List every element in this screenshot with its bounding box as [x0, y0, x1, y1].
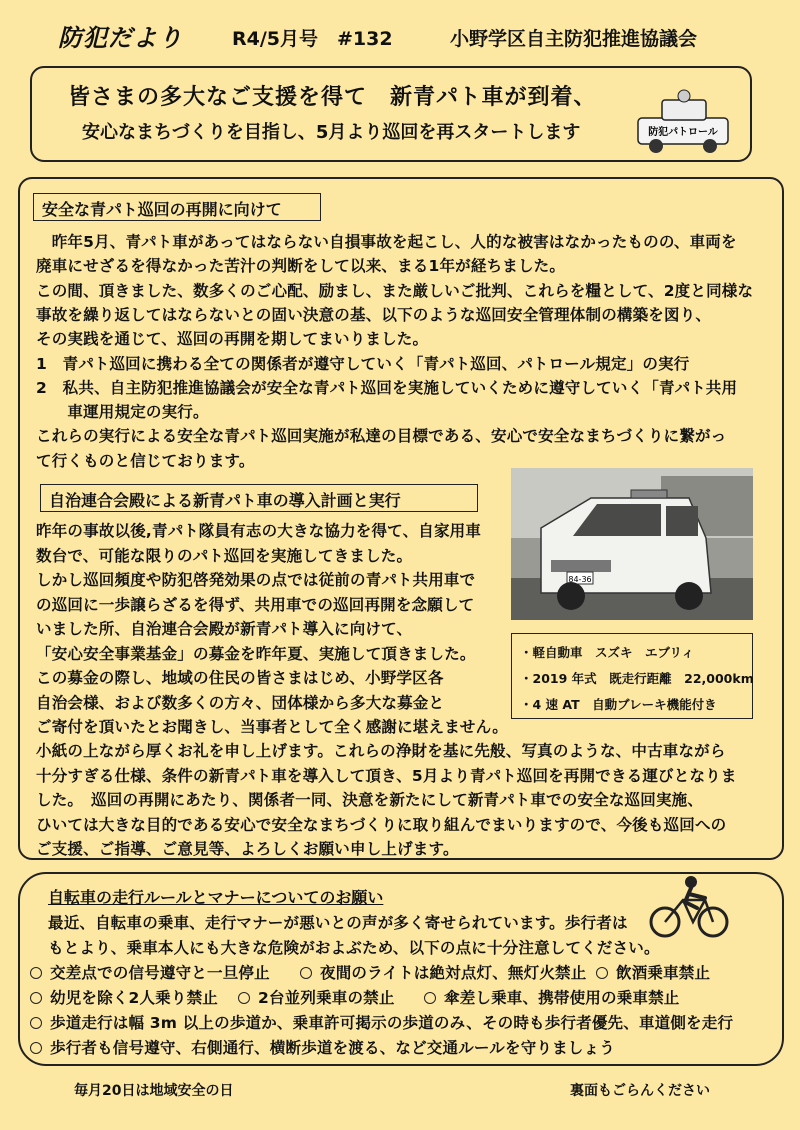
- bullet-circle-icon: [424, 992, 436, 1004]
- body-text-line: 昨年の事故以後,青パト隊員有志の大きな協力を得て、自家用車: [36, 522, 482, 540]
- rule-item: 歩行者も信号遵守、右側通行、横断歩道を渡る、など交通ルールを守りましょう: [30, 1036, 615, 1058]
- body-text-line: 2 私共、自主防犯推進協議会が安全な青パト巡回を実施していくために遵守していく「青パト共用: [36, 378, 738, 397]
- body-text-line: 数台で、可能な限りのパト巡回を実施してきました。: [36, 546, 413, 565]
- body-text-line: 小紙の上ながら厚くお礼を申し上げます。これらの浄財を基に先般、写真のような、中古車ながら: [36, 742, 726, 760]
- spec-item: ・軽自動車 スズキ エブリィ: [520, 645, 695, 660]
- footer-safety-day: 毎月20日は地域安全の日: [74, 1083, 234, 1099]
- body-text-line: ご寄付を頂いたとお聞きし、当事者として全く感謝に堪えません。: [36, 718, 508, 736]
- body-text-line: 昨年5月、青パト車があってはならない自損事故を起こし、人的な被害はなかったものの、車両を: [36, 233, 737, 251]
- issue-number: R4/5月号 #132: [232, 28, 393, 50]
- body-text-line: 「安心安全事業基金」の募金を昨年夏、実施して頂きました。: [36, 644, 476, 663]
- bullet-circle-icon: [238, 992, 250, 1004]
- body-text-line: 事故を繰り返してはならないとの固い決意の基、以下のような巡回安全管理体制の構築を図り、: [36, 305, 712, 324]
- bullet-circle-icon: [30, 1042, 42, 1054]
- body-text-line: その実践を通じて、巡回の再開を期してまいりました。: [36, 330, 429, 349]
- bullet-circle-icon: [30, 992, 42, 1004]
- body-text-line: これらの実行による安全な青パト巡回実施が私達の目標である、安心で安全なまちづくりに繋がっ: [36, 427, 727, 446]
- spec-item: ・4 速 AT 自動ブレーキ機能付き: [520, 697, 717, 712]
- bullet-circle-icon: [30, 967, 42, 979]
- bicycle-intro-line: もとより、乗車本人にも大きな危険がおよぶため、以下の点に十分注意してください。: [48, 939, 660, 957]
- body-text-line: の巡回に一歩譲らざるを得ず、共用車での巡回再開を念願して: [36, 595, 475, 614]
- organization-name: 小野学区自主防犯推進協議会: [450, 28, 698, 50]
- cyclist-icon: [645, 874, 735, 940]
- rule-item: 2台並列乗車の禁止: [238, 986, 395, 1008]
- body-text-line: 1 青パト巡回に携わる全ての関係者が遵守していく「青パト巡回、パトロール規定」の実行: [36, 354, 690, 373]
- rule-item: 歩道走行は幅 3m 以上の歩道か、乗車許可掲示の歩道のみ、その時も歩行者優先、車道側を走行: [30, 1011, 733, 1033]
- rule-item: 傘差し乗車、携帯使用の乗車禁止: [424, 986, 680, 1008]
- patrol-car-icon: [634, 88, 734, 154]
- car-sign-text: 防犯パトロール: [648, 127, 718, 138]
- body-text-line: いました所、自治連合会殿が新青パト導入に向けて、: [36, 620, 413, 638]
- body-text-line: しかし巡回頻度や防犯啓発効果の点では従前の青パト共用車で: [36, 571, 476, 589]
- rule-item: 夜間のライトは絶対点灯、無灯火禁止: [300, 961, 586, 983]
- rule-item: 飲酒乗車禁止: [596, 961, 710, 983]
- body-text-line: 十分すぎる仕様、条件の新青パト車を導入して頂き、5月より青パト巡回を再開できる運びとなりま: [36, 766, 737, 785]
- body-text-line: 廃車にせざるを得なかった苦汁の判断をして以来、まる1年が経ちました。: [36, 257, 566, 276]
- license-plate: 84-36: [568, 575, 592, 584]
- body-text-line: ご支援、ご指導、ご意見等、よろしくお願い申し上げます。: [36, 840, 459, 858]
- section1-title: 安全な青パト巡回の再開に向けて: [33, 193, 321, 221]
- bicycle-rules-title: 自転車の走行ルールとマナーについてのお願い: [48, 888, 384, 907]
- bicycle-intro-line: 最近、自転車の乗車、走行マナーが悪いとの声が多く寄せられています。歩行者は: [48, 914, 628, 932]
- body-text-line: て行くものと信じております。: [36, 451, 255, 470]
- spec-item: ・2019 年式 既走行距離 22,000km: [520, 671, 754, 686]
- body-text-line: 自治会様、および数多くの方々、団体様から多大な募金と: [36, 693, 445, 712]
- body-text-line: ひいては大きな目的である安心で安全なまちづくりに取り組んでまいりますので、今後も巡回への: [36, 815, 727, 834]
- section2-title: 自治連合会殿による新青パト車の導入計画と実行: [40, 484, 478, 512]
- rule-item: 交差点での信号遵守と一旦停止: [30, 961, 270, 983]
- banner-subline: 安心なまちづくりを目指し、5月より巡回を再スタートします: [82, 122, 581, 143]
- body-text-line: した。 巡回の再開にあたり、関係者一同、決意を新たにして新青パト車での安全な巡回実施、: [36, 791, 704, 809]
- footer-see-reverse: 裏面もごらんください: [570, 1083, 710, 1099]
- body-text-line: この間、頂きました、数多くのご心配、励まし、また厳しいご批判、これらを糧として、2度と同様な: [36, 281, 754, 300]
- rule-item: 幼児を除く2人乗り禁止: [30, 986, 218, 1008]
- body-text-line: 車運用規定の実行。: [36, 403, 209, 422]
- bullet-circle-icon: [300, 967, 312, 979]
- patrol-car-photo: [511, 468, 753, 620]
- body-text-line: この募金の際し、地域の住民の皆さまはじめ、小野学区各: [36, 669, 444, 687]
- bullet-circle-icon: [596, 967, 608, 979]
- newsletter-title: 防犯だより: [58, 24, 183, 52]
- banner-headline: 皆さまの多大なご支援を得て 新青パト車が到着、: [68, 85, 597, 110]
- bullet-circle-icon: [30, 1017, 42, 1029]
